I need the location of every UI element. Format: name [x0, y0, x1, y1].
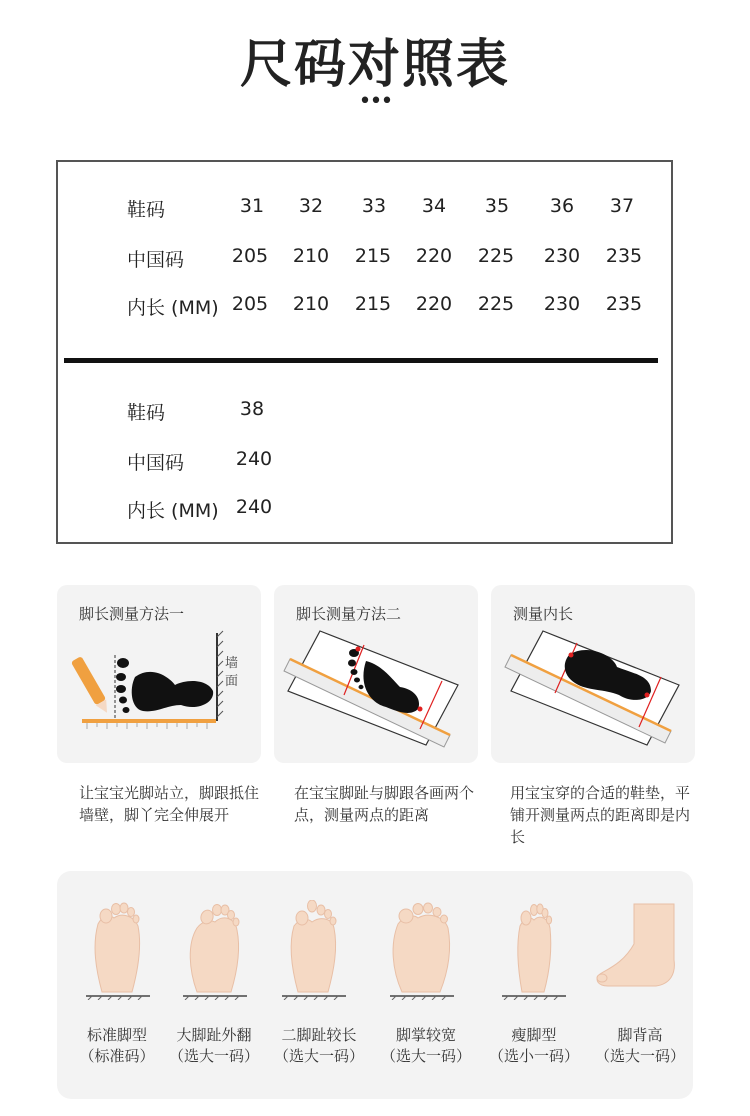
table-cell: 38	[239, 398, 265, 420]
foot-shape	[167, 900, 263, 1000]
foot-shape-note: （选大一码）	[380, 1047, 471, 1065]
foot-shape-name: 脚掌较宽	[395, 1026, 456, 1044]
foot-shape-name: 二脚趾较长	[281, 1026, 357, 1044]
method-description: 在宝宝脚趾与脚跟各画两个点，测量两点的距离	[294, 784, 475, 824]
foot-shape-note: （选小一码）	[488, 1047, 579, 1065]
foot-shape	[590, 900, 686, 1000]
method-title: 脚长测量方法一	[79, 605, 185, 623]
table-cell: 230	[543, 293, 581, 315]
row-label-shoe-size: 鞋码	[127, 402, 166, 424]
foot-shape-note: （选大一码）	[594, 1047, 685, 1065]
foot-shape-note: （选大一码）	[273, 1047, 364, 1065]
method-description: 让宝宝光脚站立，脚跟抵住墙壁，脚丫完全伸展开	[79, 784, 260, 824]
high-instep-foot-icon	[590, 900, 686, 1000]
method-title: 测量内长	[513, 605, 574, 623]
method-title: 脚长测量方法二	[296, 605, 402, 623]
foot-shape-name: 瘦脚型	[511, 1026, 557, 1044]
row-label-china-size: 中国码	[127, 452, 185, 474]
table-cell: 240	[235, 448, 273, 470]
standard-foot-icon	[78, 900, 158, 1000]
method-card-wall	[57, 585, 261, 763]
foot-shape-name: 大脚趾外翻	[176, 1026, 252, 1044]
method-card-insole	[491, 585, 695, 763]
foot-shape-note: （选大一码）	[168, 1047, 259, 1065]
row-label-inner-length: 内长 (MM)	[127, 500, 219, 522]
table-cell: 32	[298, 195, 324, 217]
table-divider	[64, 358, 658, 363]
table-cell: 215	[354, 293, 392, 315]
table-cell: 37	[609, 195, 635, 217]
table-cell: 210	[292, 245, 330, 267]
foot-shape	[486, 900, 582, 1000]
insole-measure-illustration	[491, 625, 695, 763]
bunion-foot-icon	[175, 900, 255, 1000]
table-cell: 225	[477, 293, 515, 315]
table-cell: 230	[543, 245, 581, 267]
table-cell: 33	[361, 195, 387, 217]
dot-measure-illustration	[274, 625, 478, 763]
wall-measure-illustration	[57, 625, 261, 763]
table-cell: 235	[605, 245, 643, 267]
method-card-dots	[274, 585, 478, 763]
slim-foot-icon	[494, 900, 574, 1000]
table-cell: 36	[549, 195, 575, 217]
wide-foot-icon	[382, 900, 462, 1000]
table-cell: 210	[292, 293, 330, 315]
long-second-toe-foot-icon	[274, 900, 354, 1000]
table-cell: 240	[235, 496, 273, 518]
method-description: 用宝宝穿的合适的鞋垫，平铺开测量两点的距离即是内长	[510, 784, 691, 846]
wall-label-1: 墙	[225, 656, 239, 671]
table-cell: 205	[231, 245, 269, 267]
table-cell: 220	[415, 245, 453, 267]
wall-label-2: 面	[225, 674, 239, 689]
table-cell: 215	[354, 245, 392, 267]
table-cell: 35	[484, 195, 510, 217]
table-cell: 205	[231, 293, 269, 315]
title-dots: •••	[358, 89, 392, 114]
foot-shape	[70, 900, 166, 1000]
table-cell: 31	[239, 195, 265, 217]
foot-shape-name: 标准脚型	[86, 1026, 147, 1044]
row-label-china-size: 中国码	[127, 249, 185, 271]
foot-shape	[266, 900, 362, 1000]
table-cell: 34	[421, 195, 447, 217]
row-label-shoe-size: 鞋码	[127, 199, 166, 221]
row-label-inner-length: 内长 (MM)	[127, 297, 219, 319]
page-title: 尺码对照表	[239, 35, 510, 95]
foot-shape-name: 脚背高	[617, 1026, 663, 1044]
foot-shape-note: （标准码）	[79, 1047, 155, 1065]
table-cell: 220	[415, 293, 453, 315]
foot-shape	[374, 900, 470, 1000]
table-cell: 235	[605, 293, 643, 315]
table-cell: 225	[477, 245, 515, 267]
